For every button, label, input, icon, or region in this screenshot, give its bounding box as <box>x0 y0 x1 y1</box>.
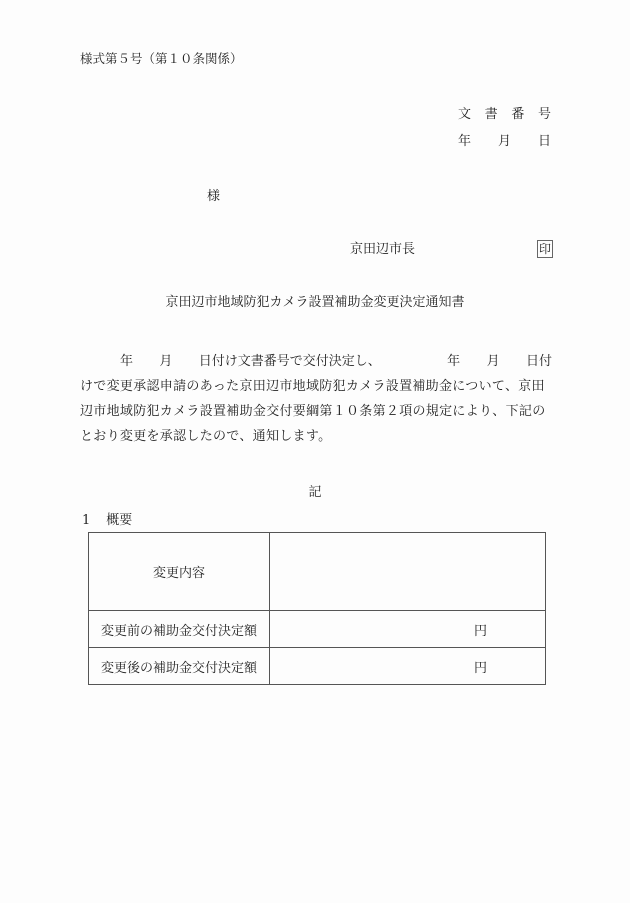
table-row <box>89 648 546 685</box>
body-end-text: 日付 <box>525 354 552 369</box>
date-year: 年 <box>458 134 472 149</box>
body-line-4-text: とおり変更を承認したので、通知します。 <box>80 429 332 444</box>
row-value: 円 <box>270 611 546 648</box>
addressee-honorific: 様 <box>207 189 221 204</box>
body-month-1: 月 <box>159 354 173 369</box>
body-line-3-text: 辺市地域防犯カメラ設置補助金交付要綱第１０条第２項の規定により、下記の <box>80 404 546 419</box>
form-number: 様式第５号（第１０条関係） <box>80 51 243 66</box>
seal-mark: 印 <box>538 242 551 256</box>
section-number: 1 <box>82 513 91 528</box>
document-number-label <box>458 108 551 121</box>
date-month: 月 <box>497 134 511 149</box>
row-value: 円 <box>270 648 546 685</box>
body-month-2: 月 <box>486 354 500 369</box>
body-line-2 <box>80 374 552 399</box>
body-line-4 <box>80 424 552 449</box>
body-line-2-text: けで変更承認申請のあった京田辺市地域防犯カメラ設置補助金について、京田 <box>80 379 545 394</box>
issue-date <box>458 135 551 148</box>
document-number-char: 書 <box>484 107 498 122</box>
sender-name: 京田辺市長 <box>350 242 416 257</box>
table-row <box>89 611 546 648</box>
body-year-1: 年 <box>120 354 134 369</box>
ki-heading: 記 <box>308 485 322 500</box>
body-paragraph <box>80 349 552 449</box>
summary-table <box>88 532 546 685</box>
document-number-char: 号 <box>537 107 551 122</box>
body-line-1 <box>80 349 552 374</box>
row-label: 変更前の補助金交付決定額 <box>89 611 270 648</box>
section-title: 概要 <box>106 513 133 528</box>
row-label: 変更後の補助金交付決定額 <box>89 648 270 685</box>
section-heading <box>82 514 132 527</box>
document-number-char: 文 <box>458 107 472 122</box>
body-line-3 <box>80 399 552 424</box>
table-row <box>89 533 546 611</box>
document-title: 京田辺市地域防犯カメラ設置補助金変更決定通知書 <box>165 295 465 310</box>
date-day: 日 <box>537 134 551 149</box>
body-year-2: 年 <box>447 354 461 369</box>
row-label: 変更内容 <box>89 533 270 611</box>
document-number-char: 番 <box>511 107 525 122</box>
body-mid-text: 日付け文書番号で交付決定し、 <box>198 354 381 369</box>
row-value <box>270 533 546 611</box>
